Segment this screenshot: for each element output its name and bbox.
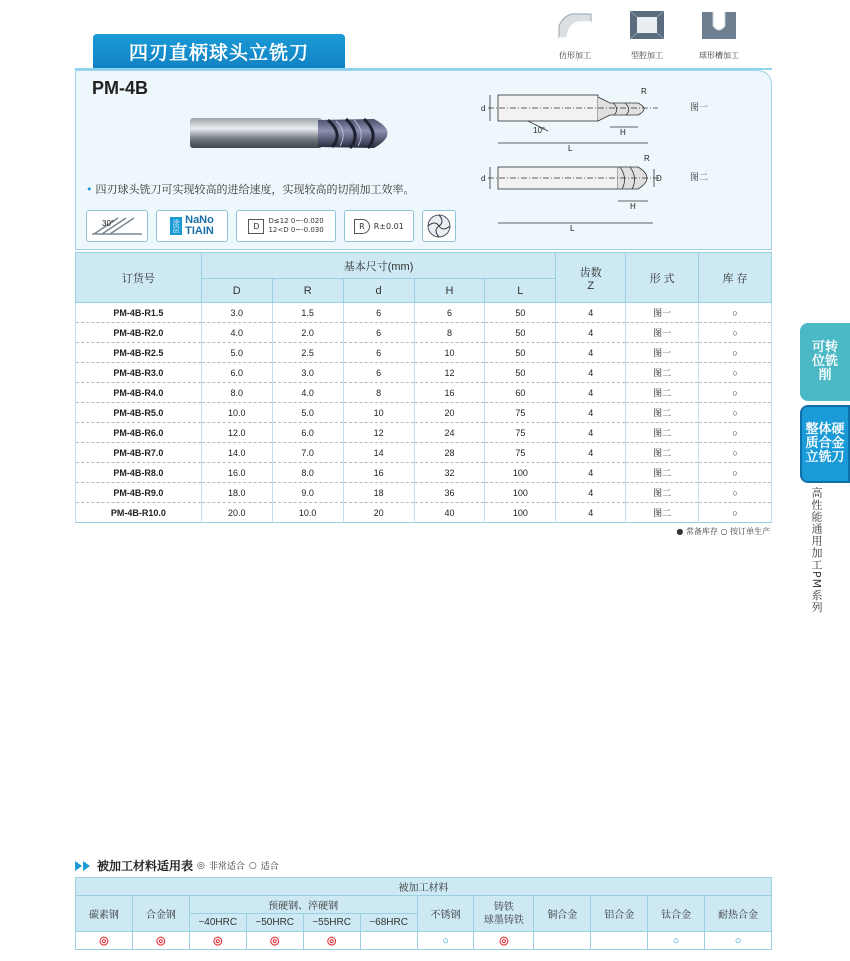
side-tab-solid-carbide[interactable]: 整体硬质合金立铣刀 bbox=[800, 405, 850, 483]
table-cell: 6.0 bbox=[272, 423, 343, 443]
mat-hardened-group: 预硬钢、淬硬钢 bbox=[189, 896, 417, 914]
table-cell: ○ bbox=[699, 303, 772, 323]
material-suitability: ○ bbox=[648, 932, 705, 950]
radius-tolerance-badge bbox=[344, 210, 414, 242]
table-cell: 50 bbox=[485, 363, 556, 383]
table-body bbox=[76, 303, 772, 523]
table-cell: ○ bbox=[699, 323, 772, 343]
model-number: PM-4B bbox=[92, 78, 149, 98]
table-cell: 4 bbox=[556, 323, 626, 343]
col-stock: 库 存 bbox=[699, 253, 772, 303]
table-cell: 8 bbox=[414, 323, 485, 343]
table-cell: 4 bbox=[556, 383, 626, 403]
ball-slot-machining-icon bbox=[699, 8, 739, 42]
side-tab-indexable-milling[interactable]: 可转位铣削 bbox=[800, 323, 850, 401]
material-suitability: ◎ bbox=[474, 932, 534, 950]
table-cell: 4.0 bbox=[272, 383, 343, 403]
table-cell: 10.0 bbox=[272, 503, 343, 523]
table-cell: PM-4B-R1.5 bbox=[76, 303, 202, 323]
table-cell: PM-4B-R2.5 bbox=[76, 343, 202, 363]
col-basic-size: 基本尺寸(mm) bbox=[201, 253, 555, 279]
table-cell: PM-4B-R3.0 bbox=[76, 363, 202, 383]
table-cell: 24 bbox=[414, 423, 485, 443]
table-row bbox=[76, 443, 772, 463]
table-cell: 50 bbox=[485, 343, 556, 363]
table-cell: 图二 bbox=[626, 483, 699, 503]
table-cell: ○ bbox=[699, 443, 772, 463]
table-cell: 图二 bbox=[626, 423, 699, 443]
mat-col-0: 碳素钢 bbox=[76, 896, 133, 932]
col-H: H bbox=[414, 279, 485, 303]
product-description: • 四刃球头铣刀可实现较高的进给速度，实现较高的切削加工效率。 bbox=[86, 183, 415, 196]
col-D: D bbox=[201, 279, 272, 303]
table-cell: PM-4B-R9.0 bbox=[76, 483, 202, 503]
materials-table bbox=[75, 877, 772, 950]
coating-line2: TIAIN bbox=[185, 225, 214, 237]
dim-h-fig2: H bbox=[630, 202, 636, 211]
table-row bbox=[76, 403, 772, 423]
col-order-code: 订货号 bbox=[76, 253, 202, 303]
table-cell: 10 bbox=[343, 403, 414, 423]
application-caption: 型腔加工 bbox=[631, 51, 663, 60]
table-cell: 20 bbox=[414, 403, 485, 423]
table-cell: 75 bbox=[485, 423, 556, 443]
table-row bbox=[76, 343, 772, 363]
mat-col-9: 铝合金 bbox=[591, 896, 648, 932]
table-cell: 4 bbox=[556, 503, 626, 523]
table-cell: 图二 bbox=[626, 443, 699, 463]
table-cell: 28 bbox=[414, 443, 485, 463]
series-label: 高性能通用加工PM系列 bbox=[810, 487, 823, 614]
table-cell: ○ bbox=[699, 503, 772, 523]
figure-2-label: 图二 bbox=[690, 173, 709, 183]
material-suitability: ◎ bbox=[189, 932, 246, 950]
table-cell: 6.0 bbox=[201, 363, 272, 383]
dim-h-fig1: H bbox=[620, 128, 626, 137]
col-form: 形 式 bbox=[626, 253, 699, 303]
radius-tolerance-icon: R bbox=[354, 219, 370, 234]
dimension-table bbox=[75, 252, 772, 523]
table-row bbox=[76, 303, 772, 323]
table-cell: 100 bbox=[485, 483, 556, 503]
table-cell: ○ bbox=[699, 423, 772, 443]
table-cell: ○ bbox=[699, 363, 772, 383]
table-cell: 2.5 bbox=[272, 343, 343, 363]
helix-angle-icon bbox=[88, 212, 146, 240]
table-cell: 4 bbox=[556, 463, 626, 483]
dim-l-fig2: L bbox=[570, 224, 575, 233]
table-cell: 14 bbox=[343, 443, 414, 463]
material-suitability: ○ bbox=[417, 932, 474, 950]
table-cell: 4 bbox=[556, 443, 626, 463]
mat-col-10: 钛合金 bbox=[648, 896, 705, 932]
table-cell: 100 bbox=[485, 463, 556, 483]
table-cell: 4 bbox=[556, 343, 626, 363]
mat-col-8: 铜合金 bbox=[534, 896, 591, 932]
mat-col-1: 合金钢 bbox=[132, 896, 189, 932]
tolerance-large: 12<D 0~-0.030 bbox=[268, 226, 324, 234]
table-cell: PM-4B-R5.0 bbox=[76, 403, 202, 423]
col-L: L bbox=[485, 279, 556, 303]
table-row bbox=[76, 383, 772, 403]
table-cell: 10.0 bbox=[201, 403, 272, 423]
table-cell: 40 bbox=[414, 503, 485, 523]
application-icons bbox=[550, 8, 744, 61]
table-cell: 6 bbox=[343, 343, 414, 363]
dim-d-fig2: d bbox=[481, 174, 486, 183]
table-cell: 8.0 bbox=[272, 463, 343, 483]
table-cell: 4 bbox=[556, 403, 626, 423]
table-cell: 图二 bbox=[626, 363, 699, 383]
material-suitability bbox=[534, 932, 591, 950]
table-cell: 14.0 bbox=[201, 443, 272, 463]
mat-col-3: ~50HRC bbox=[246, 914, 303, 932]
table-cell: 图二 bbox=[626, 503, 699, 523]
application-cavity bbox=[622, 8, 672, 61]
table-cell: 32 bbox=[414, 463, 485, 483]
angle-fig1: 10° bbox=[533, 126, 546, 135]
contour-machining-icon bbox=[555, 8, 595, 42]
table-cell: 1.5 bbox=[272, 303, 343, 323]
table-cell: PM-4B-R10.0 bbox=[76, 503, 202, 523]
coating-line1: NaNo bbox=[185, 214, 214, 226]
mat-col-2: ~40HRC bbox=[189, 914, 246, 932]
table-cell: 4 bbox=[556, 303, 626, 323]
material-suitability: ◎ bbox=[303, 932, 360, 950]
table-cell: 16 bbox=[414, 383, 485, 403]
tolerance-small: D≤12 0~-0.020 bbox=[268, 217, 324, 225]
table-row bbox=[76, 323, 772, 343]
table-cell: 6 bbox=[343, 363, 414, 383]
mat-col-7: 铸铁 球墨铸铁 bbox=[474, 896, 534, 932]
dim-bigd-fig2: D bbox=[656, 174, 662, 183]
mat-col-6: 不锈钢 bbox=[417, 896, 474, 932]
table-cell: 12 bbox=[414, 363, 485, 383]
helix-angle-value: 30° bbox=[102, 219, 115, 228]
table-cell: ○ bbox=[699, 383, 772, 403]
table-row bbox=[76, 483, 772, 503]
table-cell: 5.0 bbox=[272, 403, 343, 423]
material-suitability bbox=[360, 932, 417, 950]
table-cell: 3.0 bbox=[201, 303, 272, 323]
table-cell: ○ bbox=[699, 483, 772, 503]
diameter-tolerance-icon: D bbox=[248, 219, 264, 234]
table-cell: 12.0 bbox=[201, 423, 272, 443]
materials-title: 被加工材料适用表 bbox=[97, 859, 194, 873]
table-cell: 3.0 bbox=[272, 363, 343, 383]
coating-tag: 涂层 bbox=[172, 219, 181, 233]
radius-tolerance-value: R±0.01 bbox=[373, 221, 404, 231]
table-cell: PM-4B-R4.0 bbox=[76, 383, 202, 403]
coating-badge bbox=[156, 210, 228, 242]
table-cell: 8.0 bbox=[201, 383, 272, 403]
dim-r-fig2: R bbox=[644, 154, 650, 163]
technical-drawing bbox=[478, 83, 668, 233]
table-row bbox=[76, 423, 772, 443]
table-cell: PM-4B-R8.0 bbox=[76, 463, 202, 483]
table-cell: 16 bbox=[343, 463, 414, 483]
table-cell: 4.0 bbox=[201, 323, 272, 343]
cavity-machining-icon bbox=[627, 8, 667, 42]
helix-angle-badge bbox=[86, 210, 148, 242]
flute-section-badge bbox=[422, 210, 456, 242]
table-row bbox=[76, 503, 772, 523]
table-cell: 75 bbox=[485, 403, 556, 423]
application-caption: 仿形加工 bbox=[559, 51, 591, 60]
stock-legend: ● 常备库存 ○ 按订单生产 bbox=[676, 527, 770, 536]
mat-col-5: ~68HRC bbox=[360, 914, 417, 932]
table-cell: 18 bbox=[343, 483, 414, 503]
very-suitable-icon: ◎ bbox=[197, 860, 205, 871]
double-arrow-icon bbox=[75, 861, 93, 871]
table-cell: 7.0 bbox=[272, 443, 343, 463]
table-cell: 18.0 bbox=[201, 483, 272, 503]
table-cell: ○ bbox=[699, 403, 772, 423]
table-cell: 5.0 bbox=[201, 343, 272, 363]
materials-group-header: 被加工材料 bbox=[76, 878, 772, 896]
col-teeth: 齿数 Z bbox=[556, 253, 626, 303]
table-cell: 100 bbox=[485, 503, 556, 523]
table-cell: 2.0 bbox=[272, 323, 343, 343]
table-cell: 图二 bbox=[626, 403, 699, 423]
table-cell: 4 bbox=[556, 483, 626, 503]
material-suitability: ◎ bbox=[132, 932, 189, 950]
table-cell: 4 bbox=[556, 363, 626, 383]
material-suitability: ◎ bbox=[76, 932, 133, 950]
table-cell: 9.0 bbox=[272, 483, 343, 503]
col-R: R bbox=[272, 279, 343, 303]
material-suitability: ◎ bbox=[246, 932, 303, 950]
dim-d-fig1: d bbox=[481, 104, 486, 113]
materials-header bbox=[75, 857, 279, 874]
page-title: 四刃直柄球头立铣刀 bbox=[93, 34, 345, 68]
figure-1-label: 图一 bbox=[690, 103, 709, 113]
col-d: d bbox=[343, 279, 414, 303]
table-cell: 50 bbox=[485, 303, 556, 323]
dim-l-fig1: L bbox=[568, 144, 573, 153]
application-caption: 球形槽加工 bbox=[699, 51, 739, 60]
table-cell: 图二 bbox=[626, 383, 699, 403]
table-cell: 6 bbox=[414, 303, 485, 323]
table-cell: 60 bbox=[485, 383, 556, 403]
material-suitability: ○ bbox=[705, 932, 772, 950]
table-cell: 图一 bbox=[626, 323, 699, 343]
materials-values-row bbox=[76, 932, 772, 950]
mat-col-11: 耐热合金 bbox=[705, 896, 772, 932]
dim-r-fig1: R bbox=[641, 87, 647, 96]
mat-col-4: ~55HRC bbox=[303, 914, 360, 932]
table-cell: 图一 bbox=[626, 343, 699, 363]
table-cell: 50 bbox=[485, 323, 556, 343]
four-flute-icon bbox=[425, 212, 453, 240]
table-cell: 6 bbox=[343, 303, 414, 323]
table-cell: 12 bbox=[343, 423, 414, 443]
application-contour bbox=[550, 8, 600, 61]
table-cell: PM-4B-R2.0 bbox=[76, 323, 202, 343]
table-cell: 20 bbox=[343, 503, 414, 523]
table-cell: 图二 bbox=[626, 463, 699, 483]
table-cell: PM-4B-R6.0 bbox=[76, 423, 202, 443]
table-cell: ○ bbox=[699, 343, 772, 363]
tool-photo bbox=[188, 110, 403, 158]
suitable-icon: ○ bbox=[248, 860, 257, 871]
table-cell: 36 bbox=[414, 483, 485, 503]
table-cell: 图一 bbox=[626, 303, 699, 323]
material-suitability bbox=[591, 932, 648, 950]
diameter-tolerance-badge bbox=[236, 210, 336, 242]
application-ball-slot bbox=[694, 8, 744, 61]
spec-icons bbox=[86, 210, 456, 242]
table-cell: 4 bbox=[556, 423, 626, 443]
table-row bbox=[76, 363, 772, 383]
table-cell: 8 bbox=[343, 383, 414, 403]
table-cell: PM-4B-R7.0 bbox=[76, 443, 202, 463]
table-cell: 10 bbox=[414, 343, 485, 363]
suitable-label: 适合 bbox=[260, 862, 279, 872]
table-cell: 6 bbox=[343, 323, 414, 343]
table-cell: ○ bbox=[699, 463, 772, 483]
table-cell: 16.0 bbox=[201, 463, 272, 483]
table-cell: 20.0 bbox=[201, 503, 272, 523]
table-cell: 75 bbox=[485, 443, 556, 463]
very-suitable-label: 非常适合 bbox=[208, 862, 245, 872]
table-row bbox=[76, 463, 772, 483]
